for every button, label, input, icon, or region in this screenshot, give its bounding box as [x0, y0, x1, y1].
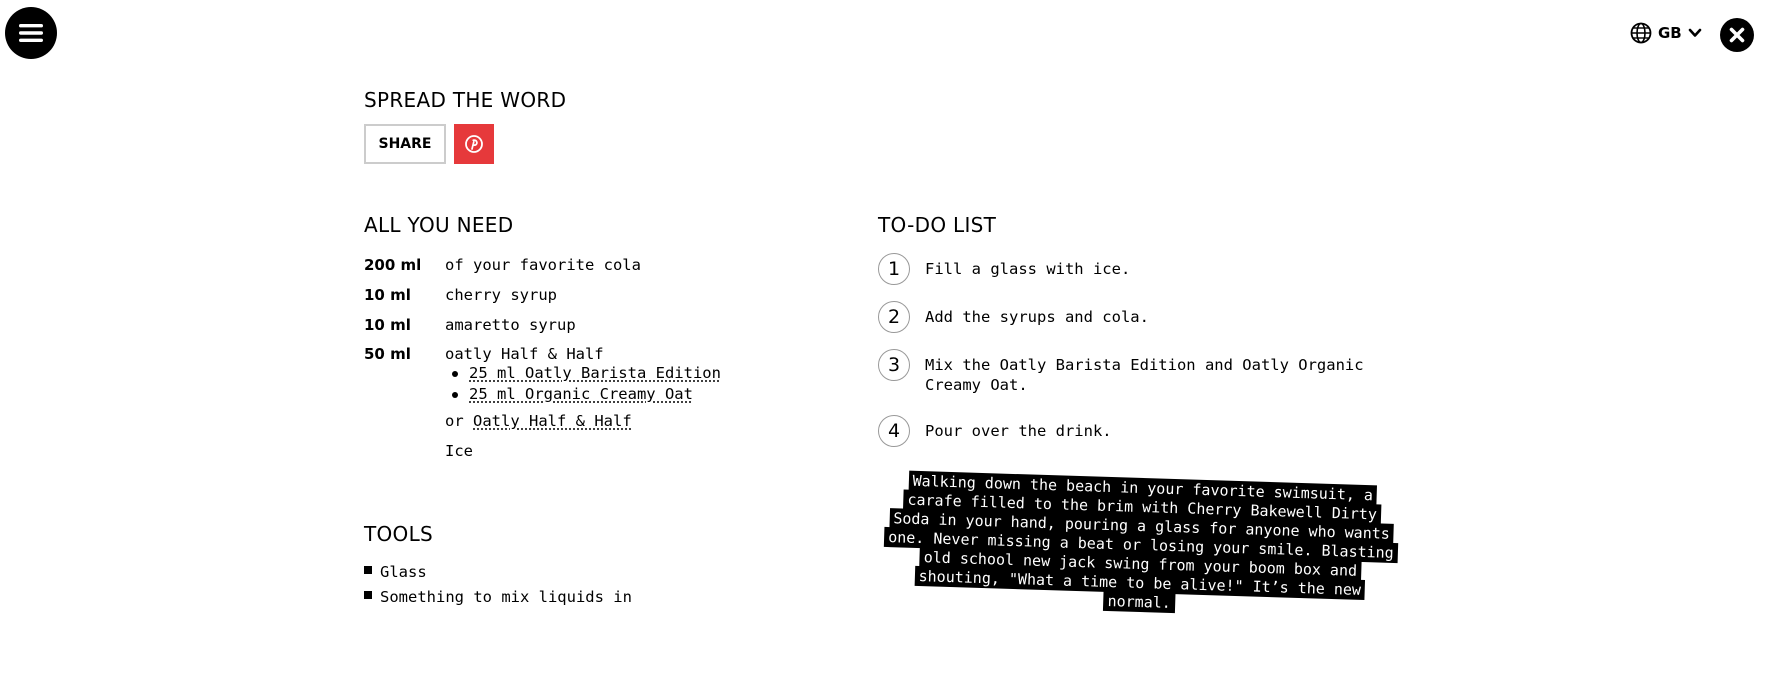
- or-prefix: or: [445, 412, 464, 430]
- ingredient-name: of your favorite cola: [445, 256, 641, 274]
- pinterest-button[interactable]: [454, 124, 494, 164]
- ingredient-amount: 200 ml: [364, 256, 422, 274]
- step-number: 4: [878, 415, 910, 447]
- square-bullet-icon: [364, 566, 372, 574]
- ingredient-amount: 50 ml: [364, 345, 411, 363]
- list-item: [364, 588, 632, 606]
- alternative-ingredient: [445, 412, 632, 430]
- close-icon: [1729, 27, 1745, 43]
- todo-heading: TO-DO LIST: [878, 213, 997, 237]
- ingredient-name: cherry syrup: [445, 286, 557, 304]
- list-item: [364, 563, 427, 581]
- list-item: [445, 364, 721, 385]
- step-text: Pour over the drink.: [925, 422, 1112, 440]
- square-bullet-icon: [364, 591, 372, 599]
- ingredient-amount: 10 ml: [364, 316, 411, 334]
- step-number: 1: [878, 253, 910, 285]
- step-text: Mix the Oatly Barista Edition and Oatly Organic Creamy Oat.: [925, 356, 1364, 394]
- chevron-down-icon: [1688, 28, 1702, 38]
- hamburger-menu-icon: [19, 23, 43, 43]
- step-text: Fill a glass with ice.: [925, 260, 1131, 278]
- step-number: 2: [878, 301, 910, 333]
- locale-code: GB: [1658, 24, 1682, 42]
- ingredient-name: amaretto syrup: [445, 316, 576, 334]
- sub-ingredient-link-creamy-oat[interactable]: 25 ml Organic Creamy Oat: [469, 385, 693, 403]
- tool-name: Something to mix liquids in: [380, 588, 632, 606]
- ingredient-amount: 10 ml: [364, 286, 411, 304]
- share-button[interactable]: SHARE: [364, 124, 446, 164]
- globe-icon: [1630, 22, 1652, 44]
- close-button[interactable]: [1720, 18, 1754, 52]
- quote-text: Walking down the beach in your favorite swimsuit, a carafe filled to the brim with Cherry Bakewell Dirty Soda in your hand, pouring a glass for anyone who wants one. Never missing a beat or losing your smile. Blasting old school new jack swing from your boom box and shouting, "What a time to be alive!" It’s the new normal.: [884, 471, 1398, 613]
- spread-the-word-heading: SPREAD THE WORD: [364, 88, 567, 112]
- ice-ingredient: Ice: [445, 442, 473, 460]
- locale-selector[interactable]: [1630, 22, 1702, 44]
- tagline-quote: [880, 471, 1402, 620]
- half-and-half-link[interactable]: Oatly Half & Half: [473, 412, 632, 430]
- step-number: 3: [878, 349, 910, 381]
- ingredients-heading: ALL YOU NEED: [364, 213, 514, 237]
- tools-heading: TOOLS: [364, 522, 434, 546]
- pinterest-icon: [465, 135, 483, 153]
- tool-name: Glass: [380, 563, 427, 581]
- ingredient-name: oatly Half & Half: [445, 345, 604, 363]
- step-text: Add the syrups and cola.: [925, 308, 1149, 326]
- ingredient-sub-list: [445, 364, 721, 406]
- sub-ingredient-link-barista[interactable]: 25 ml Oatly Barista Edition: [469, 364, 721, 382]
- menu-button[interactable]: [5, 7, 57, 59]
- list-item: [445, 385, 721, 406]
- bullet-icon: [452, 371, 458, 377]
- bullet-icon: [452, 392, 458, 398]
